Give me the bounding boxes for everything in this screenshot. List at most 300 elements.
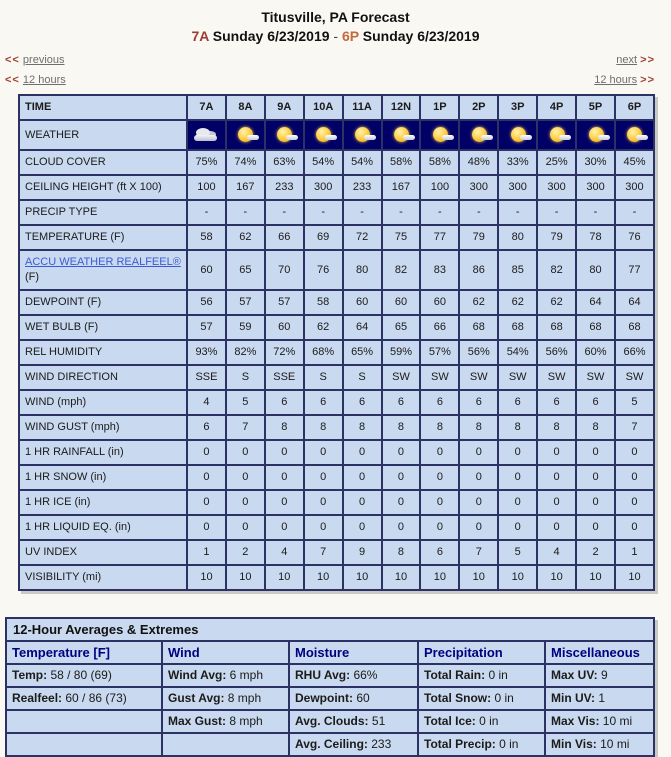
forecast-row (19, 225, 654, 250)
forecast-value: 33% (498, 150, 537, 175)
mostly-sunny-icon (542, 124, 572, 146)
forecast-value: 0 (498, 515, 537, 540)
summary-row (6, 664, 654, 687)
next-12-hours-nav (594, 74, 655, 86)
summary-cell: RHU Avg: 66% (289, 664, 418, 687)
forecast-value: 93% (187, 340, 226, 365)
summary-column-header: Wind (162, 641, 289, 664)
forecast-value: 74% (226, 150, 265, 175)
hour-header: 11A (343, 95, 382, 120)
forecast-value: 0 (382, 440, 421, 465)
weather-cell (576, 120, 615, 150)
forecast-row (19, 340, 654, 365)
summary-cell: Max Gust: 8 mph (162, 710, 289, 733)
forecast-value: SW (537, 365, 576, 390)
forecast-value: 8 (576, 415, 615, 440)
forecast-value: 8 (265, 415, 304, 440)
forecast-value: 0 (459, 515, 498, 540)
forecast-value: 60 (382, 290, 421, 315)
forecast-value: - (265, 200, 304, 225)
row-label: WET BULB (F) (19, 315, 187, 340)
forecast-value: 0 (459, 490, 498, 515)
row-label: 1 HR LIQUID EQ. (in) (19, 515, 187, 540)
hourly-forecast-table (18, 94, 655, 591)
weather-cell (498, 120, 537, 150)
next-12-arrows-icon: >> (640, 74, 655, 86)
mostly-sunny-icon (619, 124, 649, 146)
summary-column-header: Precipitation (418, 641, 545, 664)
forecast-value: 75% (187, 150, 226, 175)
forecast-value: 8 (304, 415, 343, 440)
forecast-value: - (343, 200, 382, 225)
forecast-value: - (459, 200, 498, 225)
forecast-row (19, 200, 654, 225)
forecast-value: 0 (576, 490, 615, 515)
summary-column-header: Miscellaneous (545, 641, 654, 664)
forecast-value: 82% (226, 340, 265, 365)
summary-cell: Min UV: 1 (545, 687, 654, 710)
forecast-value: 2 (226, 540, 265, 565)
forecast-value: 0 (615, 440, 654, 465)
forecast-value: 2 (576, 540, 615, 565)
forecast-value: 58% (382, 150, 421, 175)
forecast-value: 1 (615, 540, 654, 565)
forecast-value: 6 (498, 390, 537, 415)
forecast-value: 233 (265, 175, 304, 200)
next-link[interactable]: next (616, 54, 638, 66)
forecast-value: SW (459, 365, 498, 390)
forecast-value: 66 (420, 315, 459, 340)
forecast-value: 8 (498, 415, 537, 440)
forecast-value: 59 (226, 315, 265, 340)
forecast-value: - (304, 200, 343, 225)
forecast-value: 68 (576, 315, 615, 340)
row-label: 1 HR ICE (in) (19, 490, 187, 515)
forecast-value: 6 (537, 390, 576, 415)
summary-cell: Avg. Ceiling: 233 (289, 733, 418, 756)
forecast-value: 8 (382, 415, 421, 440)
forecast-row (19, 290, 654, 315)
forecast-value: 76 (615, 225, 654, 250)
hour-header: 7A (187, 95, 226, 120)
forecast-value: 0 (537, 440, 576, 465)
row-label: CLOUD COVER (19, 150, 187, 175)
summary-cell: Total Precip: 0 in (418, 733, 545, 756)
start-date: Sunday 6/23/2019 (212, 28, 330, 44)
forecast-value: 80 (343, 250, 382, 290)
forecast-value: 79 (537, 225, 576, 250)
forecast-value: 6 (420, 540, 459, 565)
forecast-value: 0 (498, 465, 537, 490)
forecast-value: 0 (615, 490, 654, 515)
forecast-value: - (537, 200, 576, 225)
forecast-row (19, 540, 654, 565)
forecast-value: 0 (226, 515, 265, 540)
forecast-value: 70 (265, 250, 304, 290)
mostly-sunny-icon (269, 124, 299, 146)
previous-12-hours-nav (5, 74, 66, 86)
hour-header: 10A (304, 95, 343, 120)
forecast-value: 65 (382, 315, 421, 340)
forecast-value: 0 (420, 515, 459, 540)
forecast-value: 58 (187, 225, 226, 250)
forecast-value: 10 (537, 565, 576, 590)
row-label: ACCU WEATHER REALFEEL® (F) (19, 250, 187, 290)
summary-cell (6, 733, 162, 756)
previous-12-arrows-icon: << (5, 74, 20, 86)
forecast-value: 0 (304, 440, 343, 465)
forecast-value: 56% (459, 340, 498, 365)
summary-row (6, 710, 654, 733)
forecast-value: - (420, 200, 459, 225)
forecast-value: 6 (343, 390, 382, 415)
row-label: REL HUMIDITY (19, 340, 187, 365)
forecast-value: 0 (343, 515, 382, 540)
forecast-value: - (498, 200, 537, 225)
mostly-sunny-icon (425, 124, 455, 146)
forecast-value: 0 (576, 465, 615, 490)
forecast-value: 0 (343, 465, 382, 490)
next-12-hours-link[interactable]: 12 hours (594, 74, 638, 86)
forecast-value: 0 (265, 515, 304, 540)
forecast-value: 6 (382, 390, 421, 415)
row-label: 1 HR RAINFALL (in) (19, 440, 187, 465)
forecast-value: 8 (459, 415, 498, 440)
summary-cell: Max UV: 9 (545, 664, 654, 687)
summary-header-row (6, 641, 654, 664)
forecast-value: 0 (382, 465, 421, 490)
summary-column-header: Moisture (289, 641, 418, 664)
forecast-value: 77 (615, 250, 654, 290)
forecast-value: 0 (343, 490, 382, 515)
forecast-value: 10 (265, 565, 304, 590)
forecast-value: 0 (537, 515, 576, 540)
forecast-value: 0 (615, 465, 654, 490)
forecast-value: 0 (498, 440, 537, 465)
weather-cell (187, 120, 226, 150)
row-label: WIND (mph) (19, 390, 187, 415)
forecast-value: 0 (498, 490, 537, 515)
previous-link[interactable]: previous (22, 54, 65, 66)
forecast-value: 0 (537, 490, 576, 515)
forecast-value: SW (420, 365, 459, 390)
hour-header: 8A (226, 95, 265, 120)
forecast-value: 68 (615, 315, 654, 340)
forecast-value: 300 (537, 175, 576, 200)
forecast-value: 300 (498, 175, 537, 200)
forecast-value: 300 (576, 175, 615, 200)
forecast-value: 0 (537, 465, 576, 490)
forecast-row (19, 415, 654, 440)
weather-cell (459, 120, 498, 150)
forecast-value: 54% (498, 340, 537, 365)
forecast-value: 30% (576, 150, 615, 175)
row-label: WIND DIRECTION (19, 365, 187, 390)
forecast-row (19, 365, 654, 390)
forecast-value: 64 (576, 290, 615, 315)
forecast-value: 57 (187, 315, 226, 340)
forecast-value: 7 (615, 415, 654, 440)
forecast-value: 60 (343, 290, 382, 315)
forecast-value: 0 (576, 440, 615, 465)
summary-cell: Total Ice: 0 in (418, 710, 545, 733)
summary-title-row (6, 618, 654, 641)
forecast-value: 6 (459, 390, 498, 415)
forecast-value: 4 (187, 390, 226, 415)
summary-cell: Wind Avg: 6 mph (162, 664, 289, 687)
forecast-value: 10 (420, 565, 459, 590)
forecast-value: 4 (537, 540, 576, 565)
forecast-value: S (304, 365, 343, 390)
forecast-value: 58 (304, 290, 343, 315)
forecast-value: 85 (498, 250, 537, 290)
time-header-row (19, 95, 654, 120)
summary-row (6, 733, 654, 756)
forecast-row (19, 250, 654, 290)
forecast-value: 233 (343, 175, 382, 200)
forecast-value: 72 (343, 225, 382, 250)
forecast-value: 62 (459, 290, 498, 315)
summary-title: 12-Hour Averages & Extremes (6, 618, 654, 641)
forecast-value: 10 (615, 565, 654, 590)
forecast-value: 6 (420, 390, 459, 415)
weather-cell (304, 120, 343, 150)
forecast-value: 7 (459, 540, 498, 565)
forecast-value: 0 (304, 490, 343, 515)
hour-header: 12N (382, 95, 421, 120)
forecast-value: SW (576, 365, 615, 390)
forecast-value: 8 (343, 415, 382, 440)
forecast-value: 300 (459, 175, 498, 200)
forecast-value: 57% (420, 340, 459, 365)
forecast-value: 7 (304, 540, 343, 565)
forecast-row (19, 175, 654, 200)
forecast-value: 6 (187, 415, 226, 440)
twelve-hour-summary-table (5, 617, 655, 757)
forecast-row (19, 315, 654, 340)
weather-cell (343, 120, 382, 150)
row-label: PRECIP TYPE (19, 200, 187, 225)
forecast-value: 60% (576, 340, 615, 365)
forecast-value: 66 (265, 225, 304, 250)
forecast-value: SSE (187, 365, 226, 390)
forecast-value: 0 (382, 490, 421, 515)
row-label: DEWPOINT (F) (19, 290, 187, 315)
forecast-value: 86 (459, 250, 498, 290)
previous-arrows-icon: << (5, 54, 20, 66)
forecast-row (19, 390, 654, 415)
forecast-value: - (382, 200, 421, 225)
weather-cell (420, 120, 459, 150)
summary-cell: Total Snow: 0 in (418, 687, 545, 710)
weather-forecast-page (0, 9, 671, 751)
forecast-row (19, 150, 654, 175)
forecast-row (19, 565, 654, 590)
end-date: Sunday 6/23/2019 (362, 28, 480, 44)
forecast-value: SW (498, 365, 537, 390)
summary-cell: Avg. Clouds: 51 (289, 710, 418, 733)
forecast-value: 62 (537, 290, 576, 315)
forecast-value: 10 (187, 565, 226, 590)
mostly-sunny-icon (308, 124, 338, 146)
forecast-row (19, 440, 654, 465)
previous-nav (5, 54, 65, 66)
summary-cell: Min Vis: 10 mi (545, 733, 654, 756)
forecast-value: 60 (265, 315, 304, 340)
forecast-value: 66% (615, 340, 654, 365)
summary-cell: Realfeel: 60 / 86 (73) (6, 687, 162, 710)
hour-header: 9A (265, 95, 304, 120)
forecast-value: 64 (343, 315, 382, 340)
mostly-sunny-icon (386, 124, 416, 146)
next-arrows-icon: >> (640, 54, 655, 66)
summary-cell (6, 710, 162, 733)
forecast-value: 0 (187, 515, 226, 540)
forecast-value: 83 (420, 250, 459, 290)
forecast-value: 78 (576, 225, 615, 250)
forecast-value: 10 (226, 565, 265, 590)
forecast-value: 8 (382, 540, 421, 565)
forecast-value: 82 (537, 250, 576, 290)
end-hour: 6P (341, 28, 359, 44)
forecast-value: 5 (226, 390, 265, 415)
realfeel-link[interactable]: ACCU WEATHER REALFEEL® (25, 256, 181, 268)
forecast-value: 60 (187, 250, 226, 290)
forecast-value: 167 (226, 175, 265, 200)
summary-cell (162, 733, 289, 756)
forecast-value: 6 (576, 390, 615, 415)
page-title: Titusville, PA Forecast (261, 9, 410, 25)
date-separator: - (333, 28, 339, 44)
mostly-sunny-icon (581, 124, 611, 146)
start-hour: 7A (191, 28, 209, 44)
row-label: VISIBILITY (mi) (19, 565, 187, 590)
forecast-value: 0 (187, 465, 226, 490)
mostly-sunny-icon (230, 124, 260, 146)
row-label-weather: WEATHER (19, 120, 187, 150)
forecast-value: 62 (304, 315, 343, 340)
forecast-row (19, 515, 654, 540)
forecast-value: 64 (615, 290, 654, 315)
forecast-row (19, 465, 654, 490)
forecast-value: 68 (459, 315, 498, 340)
forecast-value: 6 (304, 390, 343, 415)
pagination-nav (5, 54, 655, 86)
forecast-value: 0 (382, 515, 421, 540)
forecast-value: 57 (226, 290, 265, 315)
forecast-value: 80 (576, 250, 615, 290)
row-label: WIND GUST (mph) (19, 415, 187, 440)
forecast-value: 82 (382, 250, 421, 290)
forecast-value: 0 (187, 490, 226, 515)
forecast-value: 45% (615, 150, 654, 175)
forecast-value: S (226, 365, 265, 390)
forecast-value: 10 (343, 565, 382, 590)
forecast-value: 80 (498, 225, 537, 250)
summary-cell: Dewpoint: 60 (289, 687, 418, 710)
forecast-value: 69 (304, 225, 343, 250)
forecast-value: 63% (265, 150, 304, 175)
forecast-value: 65% (343, 340, 382, 365)
forecast-value: 4 (265, 540, 304, 565)
forecast-value: 0 (459, 465, 498, 490)
forecast-value: 5 (615, 390, 654, 415)
forecast-value: SW (615, 365, 654, 390)
forecast-value: 56 (187, 290, 226, 315)
time-header: TIME (19, 95, 187, 120)
forecast-range-subtitle (0, 28, 671, 44)
forecast-value: 8 (420, 415, 459, 440)
forecast-value: 300 (304, 175, 343, 200)
summary-cell: Temp: 58 / 80 (69) (6, 664, 162, 687)
forecast-value: 0 (187, 440, 226, 465)
forecast-value: 54% (304, 150, 343, 175)
summary-cell: Gust Avg: 8 mph (162, 687, 289, 710)
forecast-value: 9 (343, 540, 382, 565)
mostly-sunny-icon (347, 124, 377, 146)
forecast-value: 0 (304, 515, 343, 540)
forecast-value: 68% (304, 340, 343, 365)
forecast-value: 10 (459, 565, 498, 590)
forecast-value: 0 (459, 440, 498, 465)
forecast-value: - (615, 200, 654, 225)
forecast-value: 25% (537, 150, 576, 175)
forecast-value: 59% (382, 340, 421, 365)
forecast-value: 56% (537, 340, 576, 365)
weather-row (19, 120, 654, 150)
forecast-value: 0 (420, 440, 459, 465)
forecast-value: 0 (343, 440, 382, 465)
forecast-value: 68 (498, 315, 537, 340)
weather-cell (265, 120, 304, 150)
forecast-value: S (343, 365, 382, 390)
forecast-value: 0 (265, 465, 304, 490)
forecast-value: 62 (498, 290, 537, 315)
mostly-sunny-icon (464, 124, 494, 146)
forecast-value: 0 (226, 465, 265, 490)
forecast-value: 0 (615, 515, 654, 540)
forecast-value: 300 (615, 175, 654, 200)
weather-cell (537, 120, 576, 150)
forecast-value: 68 (537, 315, 576, 340)
hour-header: 1P (420, 95, 459, 120)
forecast-value: - (576, 200, 615, 225)
forecast-value: 62 (226, 225, 265, 250)
weather-cell (382, 120, 421, 150)
forecast-value: 10 (576, 565, 615, 590)
forecast-value: 10 (304, 565, 343, 590)
mostly-cloudy-icon (191, 124, 221, 146)
forecast-value: 0 (304, 465, 343, 490)
forecast-value: 0 (420, 490, 459, 515)
forecast-value: 100 (420, 175, 459, 200)
forecast-value: 6 (265, 390, 304, 415)
forecast-value: 100 (187, 175, 226, 200)
forecast-value: 5 (498, 540, 537, 565)
row-label: 1 HR SNOW (in) (19, 465, 187, 490)
forecast-value: 10 (382, 565, 421, 590)
row-label: CEILING HEIGHT (ft X 100) (19, 175, 187, 200)
summary-cell: Total Rain: 0 in (418, 664, 545, 687)
hour-header: 6P (615, 95, 654, 120)
previous-12-hours-link[interactable]: 12 hours (22, 74, 66, 86)
hour-header: 5P (576, 95, 615, 120)
forecast-value: 48% (459, 150, 498, 175)
next-nav (616, 54, 655, 66)
forecast-value: 167 (382, 175, 421, 200)
forecast-value: 72% (265, 340, 304, 365)
forecast-value: 0 (265, 440, 304, 465)
